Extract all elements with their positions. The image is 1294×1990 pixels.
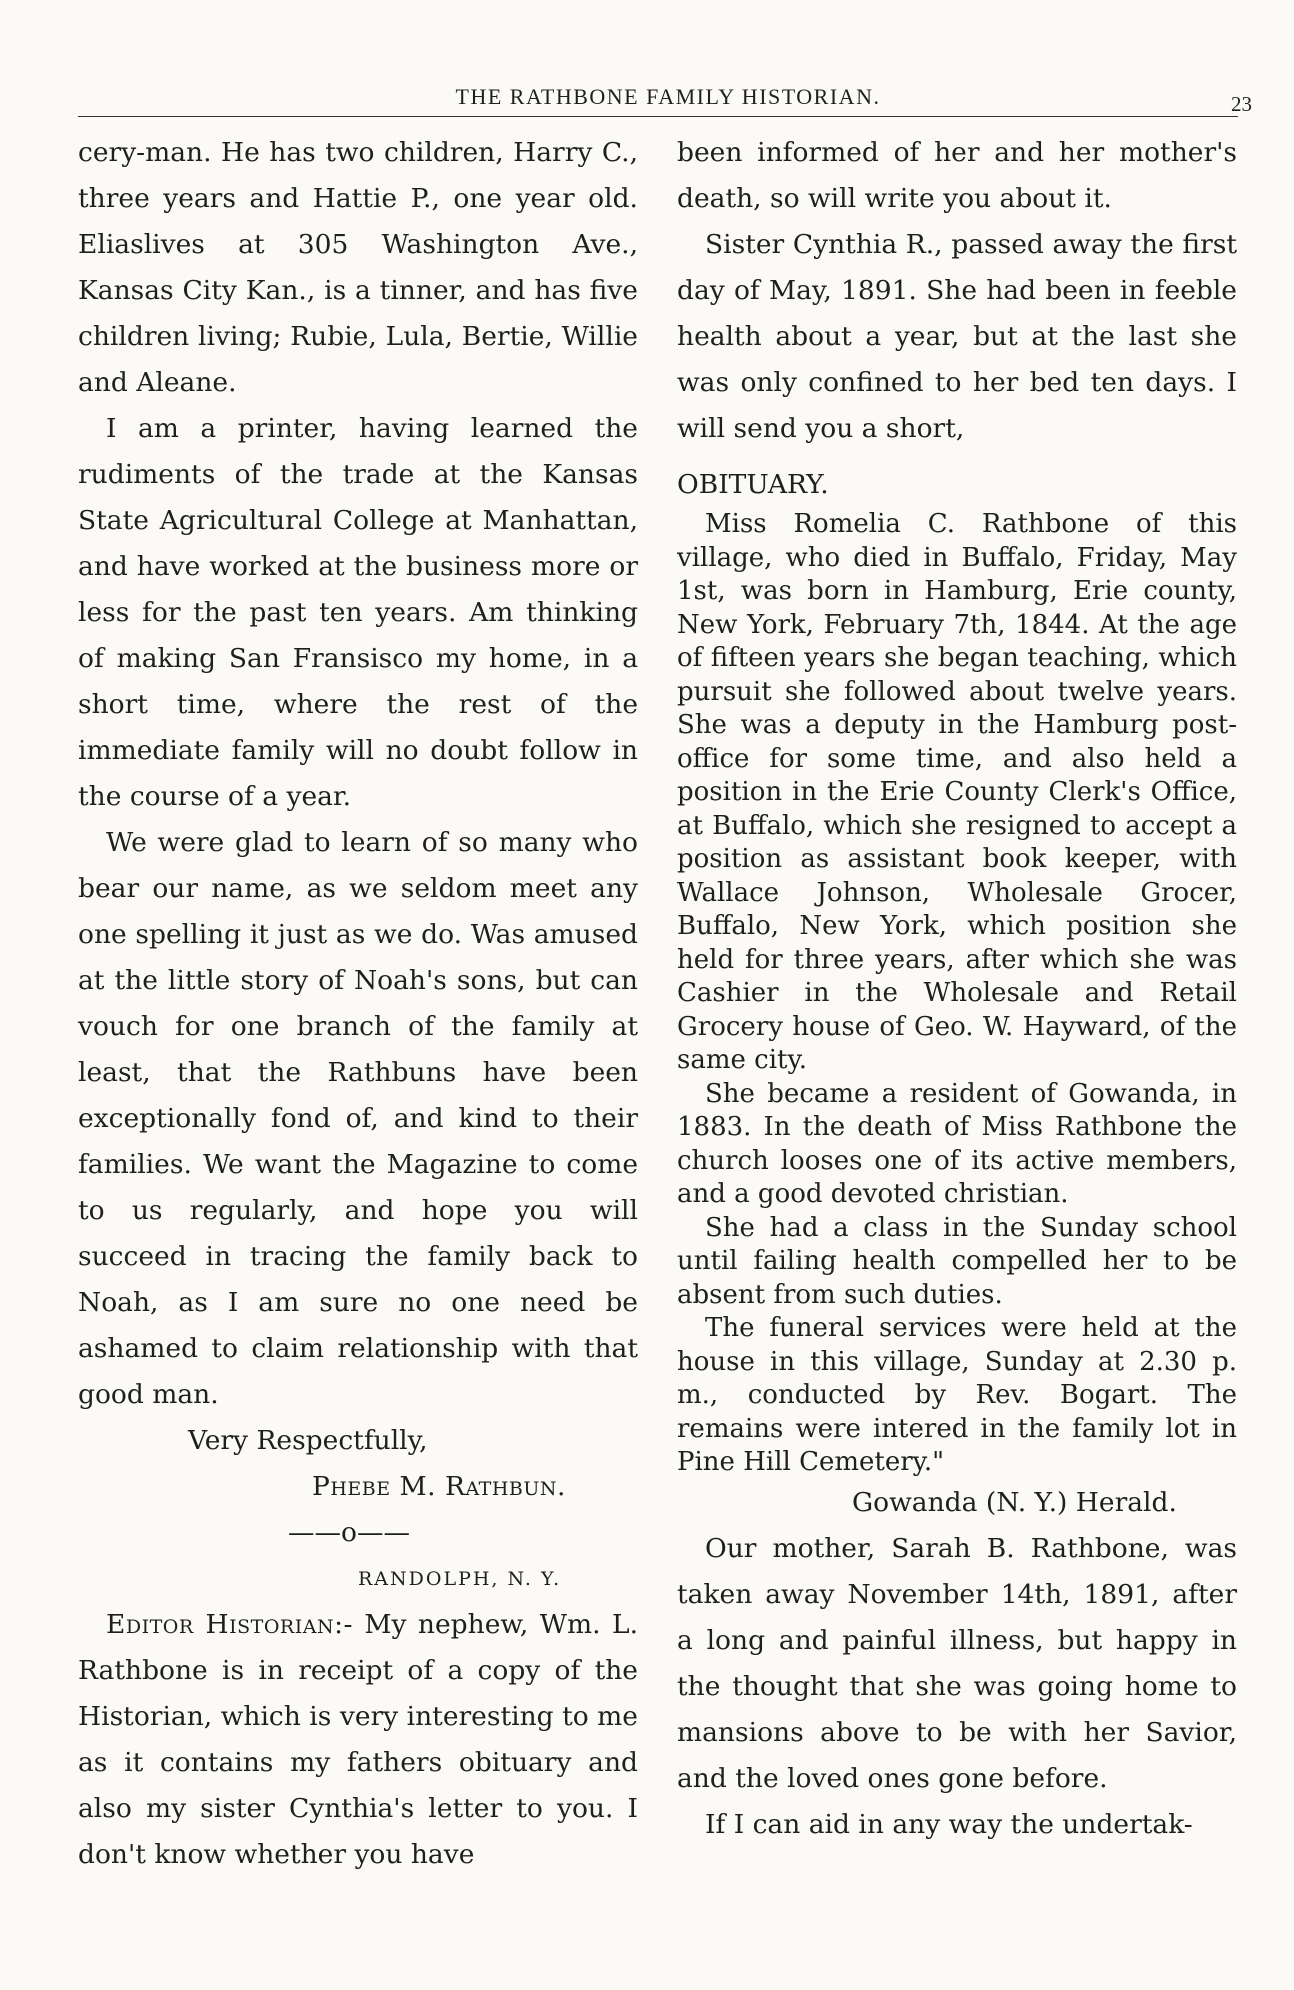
paragraph: cery-man. He has two children, Harry C., three years and Hattie P., one year old. Eliaslives at 305 Washington Ave., Kansas City Kan., is a tinner, and has five children living; Rubie, Lula, Bertie, Willie and Aleane. <box>78 137 638 398</box>
paragraph: Miss Romelia C. Rathbone of this village, who died in Buffalo, Friday, May 1st, was born in Hamburg, Erie county, New York, February 7th, 1844. At the age of fifteen years she began teaching, which pursuit she followed about twelve years. She was a deputy in the Hamburg post-office for some time, and also held a position in the Erie County Clerk's Office, at Buffalo, which she resigned to accept a position as assistant book keeper, with Wallace Johnson, Wholesale Grocer, Buffalo, New York, which position she held for three years, after which she was Cashier in the Wholesale and Retail Grocery house of Geo. W. Hayward, of the same city. <box>677 509 1237 1075</box>
page-header <box>78 78 1258 118</box>
obituary-heading: OBITUARY. <box>677 469 829 500</box>
paragraph: Sister Cynthia R., passed away the first day of May, 1891. She had been in feeble health about a year, but at the last she was only confined to her bed ten days. I will send you a short, <box>677 229 1237 444</box>
right-column <box>677 130 1237 1848</box>
paragraph: I am a printer, having learned the rudiments of the trade at the Kansas State Agricultural College at Manhattan, and have worked at the business more or less for the past ten years. Am thinking of making San Fransisco my home, in a short time, where the rest of the immediate family will no doubt follow in the course of a year. <box>78 413 638 812</box>
letter-text: My nephew, Wm. L. Rathbone is in receipt of a copy of the Historian, which is very interesting to me as it contains my fathers obituary and also my sister Cynthia's letter to you. I don't know whether you have <box>78 1609 638 1870</box>
paragraph: The funeral services were held at the house in this village, Sunday at 2.30 p. m., conducted by Rev. Bogart. The remains were intered in the family lot in Pine Hill Cemetery." <box>677 1313 1237 1477</box>
paragraph: Our mother, Sarah B. Rathbone, was taken away November 14th, 1891, after a long and painful illness, but happy in the thought that she was going home to mansions above to be with her Savior, and the loved ones gone before. <box>677 1532 1237 1794</box>
page-number: 23 <box>1231 92 1252 116</box>
separator: ——o—— <box>288 1517 410 1548</box>
paragraph: We were glad to learn of so many who bear our name, as we seldom meet any one spelling it just as we do. Was amused at the little story of Noah's sons, but can vouch for one branch of the family at least, that the Rathbuns have been exceptionally fond of, and kind to their families. We want the Magazine to come to us regularly, and hope you will succeed in tracing the family back to Noah, as I am sure no one need be ashamed to claim relationship with that good man. <box>78 827 638 1410</box>
paragraph: She had a class in the Sunday school until failing health compelled her to be absent from such duties. <box>677 1212 1237 1310</box>
attribution: Gowanda (N. Y.) Herald. <box>852 1486 1177 1518</box>
paragraph: She became a resident of Gowanda, in 1883. In the death of Miss Rathbone the church looses one of its active members, and a good devoted christian. <box>677 1078 1237 1209</box>
obituary-block <box>677 508 1237 1480</box>
dateline: RANDOLPH, N. Y. <box>358 1568 562 1590</box>
signature: Phebe M. Rathbun. <box>312 1471 566 1502</box>
left-column <box>78 130 638 1878</box>
salutation: Editor Historian:- <box>106 1609 353 1640</box>
paragraph: been informed of her and her mother's death, so will write you about it. <box>677 137 1237 214</box>
closing: Very Respectfully, <box>188 1425 428 1456</box>
running-title: THE RATHBONE FAMILY HISTORIAN. <box>455 84 881 109</box>
paragraph <box>78 1602 638 1878</box>
paragraph: If I can aid in any way the undertak- <box>705 1808 1193 1840</box>
header-rule <box>78 116 1238 117</box>
